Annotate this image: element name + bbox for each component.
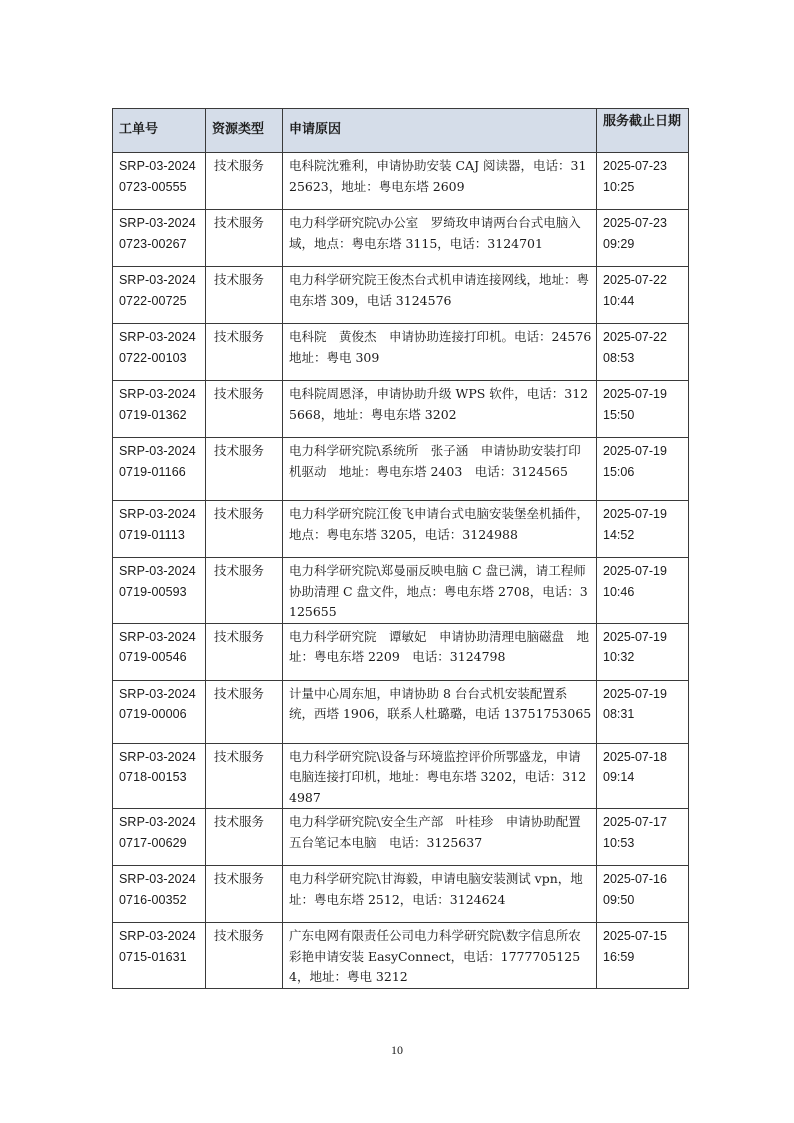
header-request-reason: 申请原因 <box>283 109 597 153</box>
cell-service-deadline <box>597 501 689 558</box>
deadline-time: 08:31 <box>603 707 635 721</box>
cell-request-reason: 电力科学研究院 谭敏妃 申请协助清理电脑磁盘 地址：粤电东塔 2209 电话：3124798 <box>283 623 597 680</box>
cell-service-deadline <box>597 680 689 743</box>
cell-resource-type: 技术服务 <box>206 501 283 558</box>
deadline-date: 2025-07-23 <box>603 159 667 173</box>
work-order-table-container <box>112 108 688 989</box>
cell-request-reason: 电力科学研究院\安全生产部 叶桂珍 申请协助配置五台笔记本电脑 电话：3125637 <box>283 809 597 866</box>
cell-work-order-id <box>113 866 206 923</box>
cell-resource-type: 技术服务 <box>206 210 283 267</box>
deadline-date: 2025-07-16 <box>603 872 667 886</box>
cell-resource-type: 技术服务 <box>206 324 283 381</box>
work-order-id-line1: SRP-03-2024 <box>119 444 196 458</box>
table-row <box>113 809 689 866</box>
cell-work-order-id <box>113 381 206 438</box>
cell-work-order-id <box>113 153 206 210</box>
cell-work-order-id <box>113 680 206 743</box>
deadline-date: 2025-07-19 <box>603 444 667 458</box>
deadline-date: 2025-07-22 <box>603 330 667 344</box>
cell-request-reason: 电力科学研究院\办公室 罗绮玫申请两台台式电脑入域，地点：粤电东塔 3115，电话：3124701 <box>283 210 597 267</box>
deadline-time: 10:32 <box>603 650 635 664</box>
cell-resource-type: 技术服务 <box>206 680 283 743</box>
deadline-time: 10:44 <box>603 293 635 308</box>
deadline-date: 2025-07-18 <box>603 749 667 764</box>
cell-resource-type: 技术服务 <box>206 866 283 923</box>
work-order-id-line2: 0719-01362 <box>119 407 187 422</box>
cell-service-deadline <box>597 743 689 809</box>
cell-service-deadline <box>597 866 689 923</box>
work-order-id-line2: 0723-00555 <box>119 179 187 194</box>
work-order-id-line1: SRP-03-2024 <box>119 872 196 886</box>
cell-work-order-id <box>113 267 206 324</box>
table-row <box>113 267 689 324</box>
deadline-time: 14:52 <box>603 527 635 542</box>
cell-request-reason: 电力科学研究院\设备与环境监控评价所鄂盛龙，申请电脑连接打印机，地址：粤电东塔 3202，电话：3124987 <box>283 743 597 809</box>
work-order-id-line1: SRP-03-2024 <box>119 273 196 287</box>
cell-request-reason: 广东电网有限责任公司电力科学研究院\数字信息所农彩艳申请安装 EasyConnect，电话：17777051254，地址：粤电 3212 <box>283 923 597 989</box>
cell-work-order-id <box>113 210 206 267</box>
work-order-id-line1: SRP-03-2024 <box>119 330 196 344</box>
work-order-id-line1: SRP-03-2024 <box>119 686 196 701</box>
table-row <box>113 324 689 381</box>
cell-work-order-id <box>113 623 206 680</box>
table-row <box>113 381 689 438</box>
work-order-id-line2: 0718-00153 <box>119 770 187 784</box>
deadline-date: 2025-07-23 <box>603 216 667 230</box>
cell-resource-type: 技术服务 <box>206 381 283 438</box>
cell-request-reason: 电科院周恩泽，申请协助升级 WPS 软件，电话：3125668，地址：粤电东塔 3202 <box>283 381 597 438</box>
cell-service-deadline <box>597 210 689 267</box>
cell-service-deadline <box>597 153 689 210</box>
table-row <box>113 923 689 989</box>
cell-request-reason: 电力科学研究院\郑曼丽反映电脑 C 盘已满，请工程师协助清理 C 盘文件，地点：粤电东塔 2708，电话：3125655 <box>283 558 597 624</box>
cell-request-reason: 电力科学研究院王俊杰台式机申请连接网线，地址：粤电东塔 309，电话 3124576 <box>283 267 597 324</box>
cell-request-reason: 电科院 黄俊杰 申请协助连接打印机。电话：24576 地址：粤电 309 <box>283 324 597 381</box>
cell-request-reason: 电科院沈雅利，申请协助安装 CAJ 阅读器，电话：3125623，地址：粤电东塔 2609 <box>283 153 597 210</box>
table-row <box>113 680 689 743</box>
deadline-time: 16:59 <box>603 949 635 964</box>
work-order-id-line2: 0715-01631 <box>119 949 187 964</box>
work-order-id-line1: SRP-03-2024 <box>119 159 196 173</box>
cell-resource-type: 技术服务 <box>206 438 283 501</box>
work-order-id-line2: 0722-00103 <box>119 350 187 365</box>
header-work-order-id: 工单号 <box>113 109 206 153</box>
deadline-date: 2025-07-19 <box>603 387 667 401</box>
table-header-row <box>113 109 689 153</box>
deadline-time: 10:46 <box>603 584 635 599</box>
work-order-table <box>112 108 689 989</box>
deadline-date: 2025-07-19 <box>603 629 667 644</box>
cell-request-reason: 计量中心周东旭，申请协助 8 台台式机安装配置系统，西塔 1906，联系人杜璐璐，电话 13751753065 <box>283 680 597 743</box>
deadline-time: 15:06 <box>603 464 635 479</box>
work-order-id-line2: 0719-01113 <box>119 527 185 542</box>
deadline-date: 2025-07-19 <box>603 564 667 578</box>
work-order-id-line1: SRP-03-2024 <box>119 216 196 230</box>
cell-request-reason: 电力科学研究院\甘海毅，申请电脑安装测试 vpn，地址：粤电东塔 2512，电话：3124624 <box>283 866 597 923</box>
cell-service-deadline <box>597 923 689 989</box>
cell-resource-type: 技术服务 <box>206 153 283 210</box>
cell-work-order-id <box>113 743 206 809</box>
cell-work-order-id <box>113 324 206 381</box>
cell-work-order-id <box>113 923 206 989</box>
cell-service-deadline <box>597 623 689 680</box>
header-resource-type: 资源类型 <box>206 109 283 153</box>
cell-service-deadline <box>597 438 689 501</box>
work-order-id-line2: 0723-00267 <box>119 236 187 251</box>
work-order-id-line2: 0719-00593 <box>119 584 187 599</box>
table-body <box>113 153 689 989</box>
cell-request-reason: 电力科学研究院江俊飞申请台式电脑安装堡垒机插件，地点：粤电东塔 3205，电话：3124988 <box>283 501 597 558</box>
cell-service-deadline <box>597 267 689 324</box>
deadline-time: 08:53 <box>603 350 635 365</box>
deadline-date: 2025-07-19 <box>603 507 667 521</box>
work-order-id-line1: SRP-03-2024 <box>119 629 196 644</box>
table-row <box>113 866 689 923</box>
work-order-id-line1: SRP-03-2024 <box>119 815 196 829</box>
cell-resource-type: 技术服务 <box>206 558 283 624</box>
table-row <box>113 438 689 501</box>
work-order-id-line2: 0716-00352 <box>119 892 187 907</box>
cell-resource-type: 技术服务 <box>206 809 283 866</box>
cell-work-order-id <box>113 558 206 624</box>
cell-service-deadline <box>597 809 689 866</box>
table-row <box>113 558 689 624</box>
cell-service-deadline <box>597 381 689 438</box>
cell-service-deadline <box>597 324 689 381</box>
work-order-id-line1: SRP-03-2024 <box>119 387 196 401</box>
deadline-date: 2025-07-15 <box>603 929 667 943</box>
work-order-id-line2: 0719-00546 <box>119 650 187 664</box>
work-order-id-line2: 0717-00629 <box>119 835 187 850</box>
table-row <box>113 501 689 558</box>
deadline-date: 2025-07-17 <box>603 815 667 829</box>
work-order-id-line1: SRP-03-2024 <box>119 749 196 764</box>
deadline-time: 10:25 <box>603 179 635 194</box>
table-row <box>113 623 689 680</box>
cell-resource-type: 技术服务 <box>206 743 283 809</box>
cell-work-order-id <box>113 438 206 501</box>
cell-work-order-id <box>113 809 206 866</box>
cell-service-deadline <box>597 558 689 624</box>
table-row <box>113 153 689 210</box>
work-order-id-line1: SRP-03-2024 <box>119 564 196 578</box>
cell-request-reason: 电力科学研究院\系统所 张子涵 申请协助安装打印机驱动 地址：粤电东塔 2403 电话：3124565 <box>283 438 597 501</box>
cell-resource-type: 技术服务 <box>206 923 283 989</box>
deadline-time: 09:50 <box>603 892 635 907</box>
cell-resource-type: 技术服务 <box>206 267 283 324</box>
work-order-id-line1: SRP-03-2024 <box>119 929 196 943</box>
deadline-date: 2025-07-22 <box>603 273 667 287</box>
work-order-id-line2: 0719-01166 <box>119 464 186 479</box>
cell-resource-type: 技术服务 <box>206 623 283 680</box>
deadline-time: 09:14 <box>603 770 635 784</box>
deadline-time: 09:29 <box>603 236 635 251</box>
work-order-id-line1: SRP-03-2024 <box>119 507 196 521</box>
table-row <box>113 210 689 267</box>
deadline-time: 10:53 <box>603 835 635 850</box>
work-order-id-line2: 0722-00725 <box>119 293 187 308</box>
deadline-date: 2025-07-19 <box>603 686 667 701</box>
work-order-id-line2: 0719-00006 <box>119 707 187 721</box>
page-number: 10 <box>391 1043 403 1057</box>
header-service-deadline: 服务截止日期 <box>597 109 689 153</box>
deadline-time: 15:50 <box>603 407 635 422</box>
cell-work-order-id <box>113 501 206 558</box>
table-row <box>113 743 689 809</box>
